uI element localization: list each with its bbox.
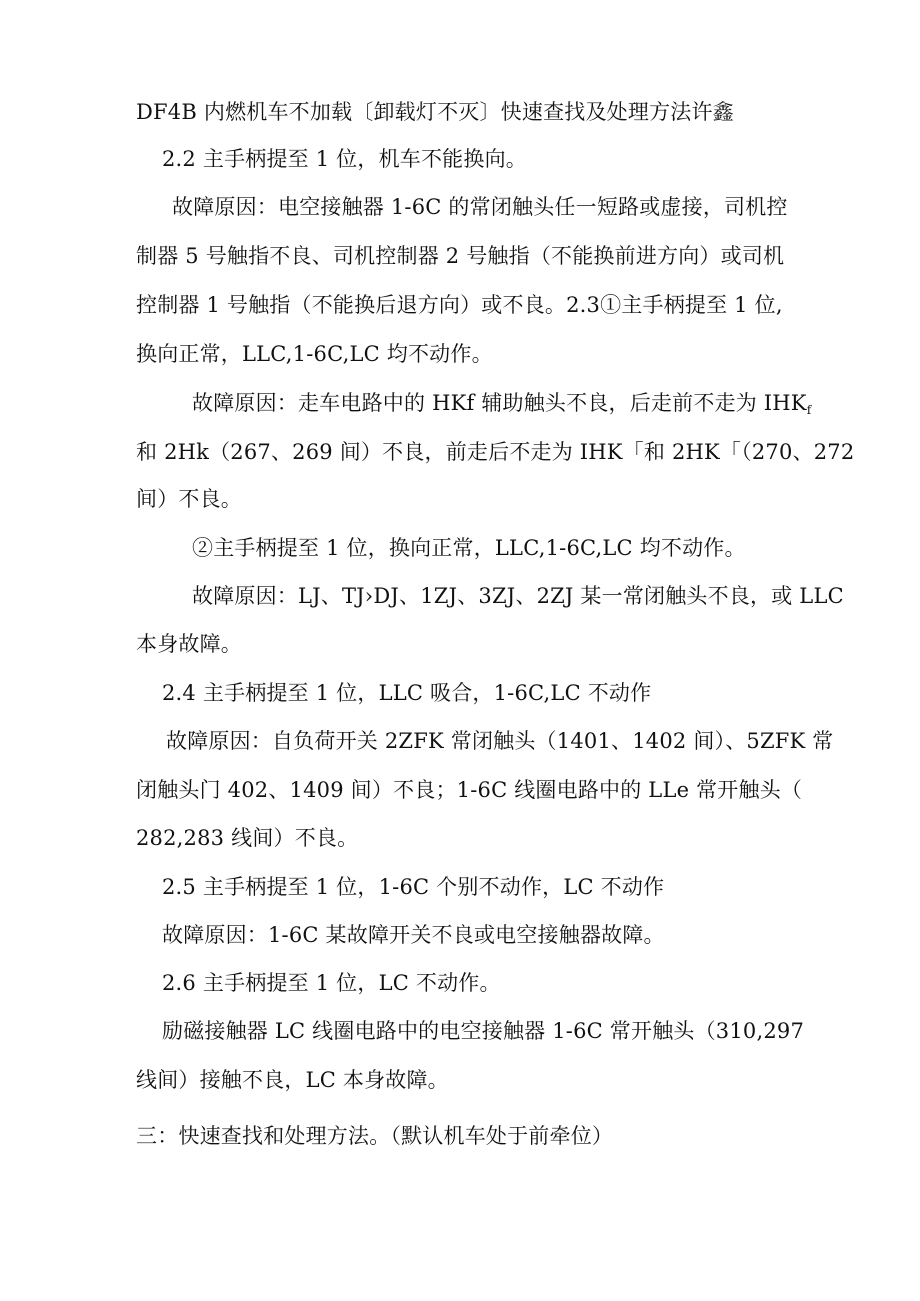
section-2-3-reason-line-1 <box>192 389 811 424</box>
document-title: DF4B 内燃机车不加载〔卸载灯不灭〕快速查找及处理方法许鑫 <box>136 100 734 124</box>
subscript-f: f <box>806 403 812 417</box>
section-2-3b-reason-line-2: 本身故障。 <box>136 632 242 656</box>
section-3-heading: 三：快速查找和处理方法。（默认机车处于前牵位） <box>136 1124 614 1148</box>
section-2-3b-reason-line-1: 故障原因：LJ、TJ›DJ、1ZJ、3ZJ、2ZJ 某一常闭触头不良，或 LLC <box>192 584 844 608</box>
section-2-4-reason-line-1: 故障原因：自负荷开关 2ZFK 常闭触头（1401、1402 间）、5ZFK 常 <box>166 729 834 753</box>
section-2-6-body-line-1: 励磁接触器 LC 线圈电路中的电空接触器 1-6C 常开触头（310,297 <box>162 1019 805 1043</box>
section-2-4-heading: 2.4 主手柄提至 1 位，LLC 吸合，1-6C,LC 不动作 <box>162 681 652 705</box>
section-2-2-reason-line-3: 控制器 1 号触指（不能换后退方向）或不良。2.3①主手柄提至 1 位, <box>136 293 783 317</box>
section-2-4-reason-line-2: 闭触头门 402、1409 间）不良；1-6C 线圈电路中的 LLe 常开触头（ <box>136 778 803 802</box>
section-2-6-heading: 2.6 主手柄提至 1 位，LC 不动作。 <box>162 971 501 995</box>
section-2-5-reason: 故障原因：1-6C 某故障开关不良或电空接触器故障。 <box>162 923 665 947</box>
section-2-2-heading: 2.2 主手柄提至 1 位，机车不能换向。 <box>162 147 527 171</box>
section-2-6-body-line-2: 线间）接触不良，LC 本身故障。 <box>136 1068 449 1092</box>
section-2-2-reason-line-1: 故障原因：电空接触器 1-6C 的常闭触头任一短路或虚接，司机控 <box>172 195 788 219</box>
section-2-3b-heading: ②主手柄提至 1 位，换向正常，LLC,1-6C,LC 均不动作。 <box>192 536 746 560</box>
section-2-4-reason-line-3: 282,283 线间）不良。 <box>136 826 359 850</box>
section-2-2-reason-line-2: 制器 5 号触指不良、司机控制器 2 号触指（不能换前进方向）或司机 <box>136 244 785 268</box>
section-2-3-reason-line-2: 和 2Hk（267、269 间）不良，前走后不走为 IHK「和 2HK「（270、272 <box>136 440 855 464</box>
section-2-3-line: 换向正常，LLC,1-6C,LC 均不动作。 <box>136 342 493 366</box>
section-2-3-reason-text: 故障原因：走车电路中的 HKf 辅助触头不良，后走前不走为 IHK <box>192 391 807 415</box>
section-2-3-reason-line-3: 间）不良。 <box>136 487 242 511</box>
section-2-5-heading: 2.5 主手柄提至 1 位，1-6C 个别不动作，LC 不动作 <box>162 875 665 899</box>
